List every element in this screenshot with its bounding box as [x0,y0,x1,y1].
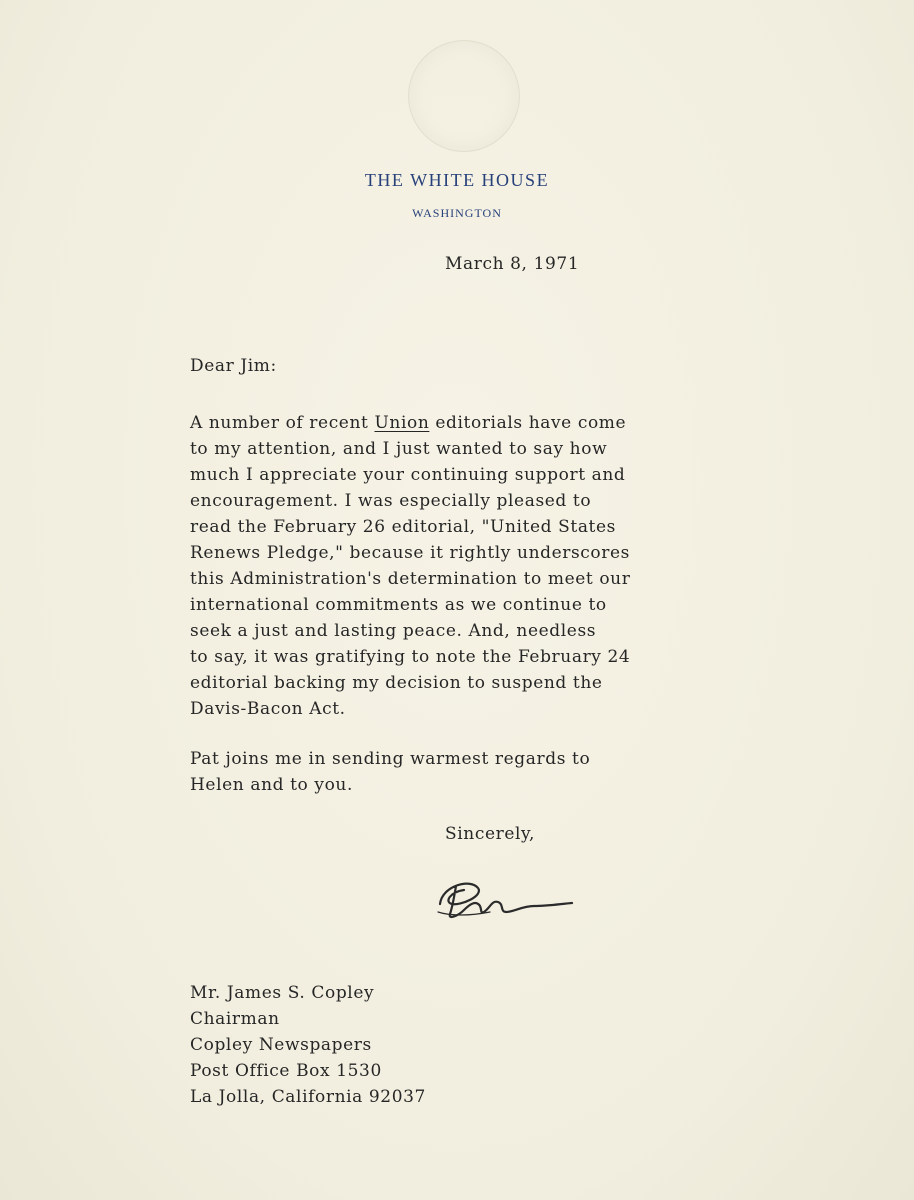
address-line: Post Office Box 1530 [190,1061,382,1081]
body-line: Helen and to you. [190,775,353,795]
body-line: read the February 26 editorial, "United States [190,517,616,537]
address-line: Mr. James S. Copley [190,983,375,1003]
closing: Sincerely, [445,824,535,844]
address-line: La Jolla, California 92037 [190,1087,426,1107]
body-line: much I appreciate your continuing support and [190,465,626,485]
salutation: Dear Jim: [190,356,277,376]
address-line: Chairman [190,1009,280,1029]
body-line: Pat joins me in sending warmest regards to [190,749,591,769]
address-line: Copley Newspapers [190,1035,372,1055]
body-line: to my attention, and I just wanted to say how [190,439,608,459]
letter-date: March 8, 1971 [445,254,580,274]
body-paragraph-1 [190,410,790,722]
body-text-fragment: editorials have come [429,413,627,433]
letterhead-subtitle: WASHINGTON [412,206,502,220]
body-line: encouragement. I was especially pleased to [190,491,592,511]
body-paragraph-2 [190,746,590,798]
handwritten-signature-icon [430,866,580,926]
body-line: seek a just and lasting peace. And, needless [190,621,597,641]
body-line: editorial backing my decision to suspend the [190,673,603,693]
body-line: to say, it was gratifying to note the February 24 [190,647,631,667]
body-line: international commitments as we continue to [190,595,607,615]
body-line: this Administration's determination to meet our [190,569,631,589]
body-text-fragment: A number of recent [190,413,375,433]
embossed-seal-icon [408,40,520,152]
letterhead-title: THE WHITE HOUSE [364,170,550,190]
recipient-address [190,980,426,1110]
body-line [190,410,790,436]
body-line: Renews Pledge," because it rightly underscores [190,543,630,563]
underlined-publication-name: Union [374,413,430,433]
body-line: Davis-Bacon Act. [190,699,346,719]
